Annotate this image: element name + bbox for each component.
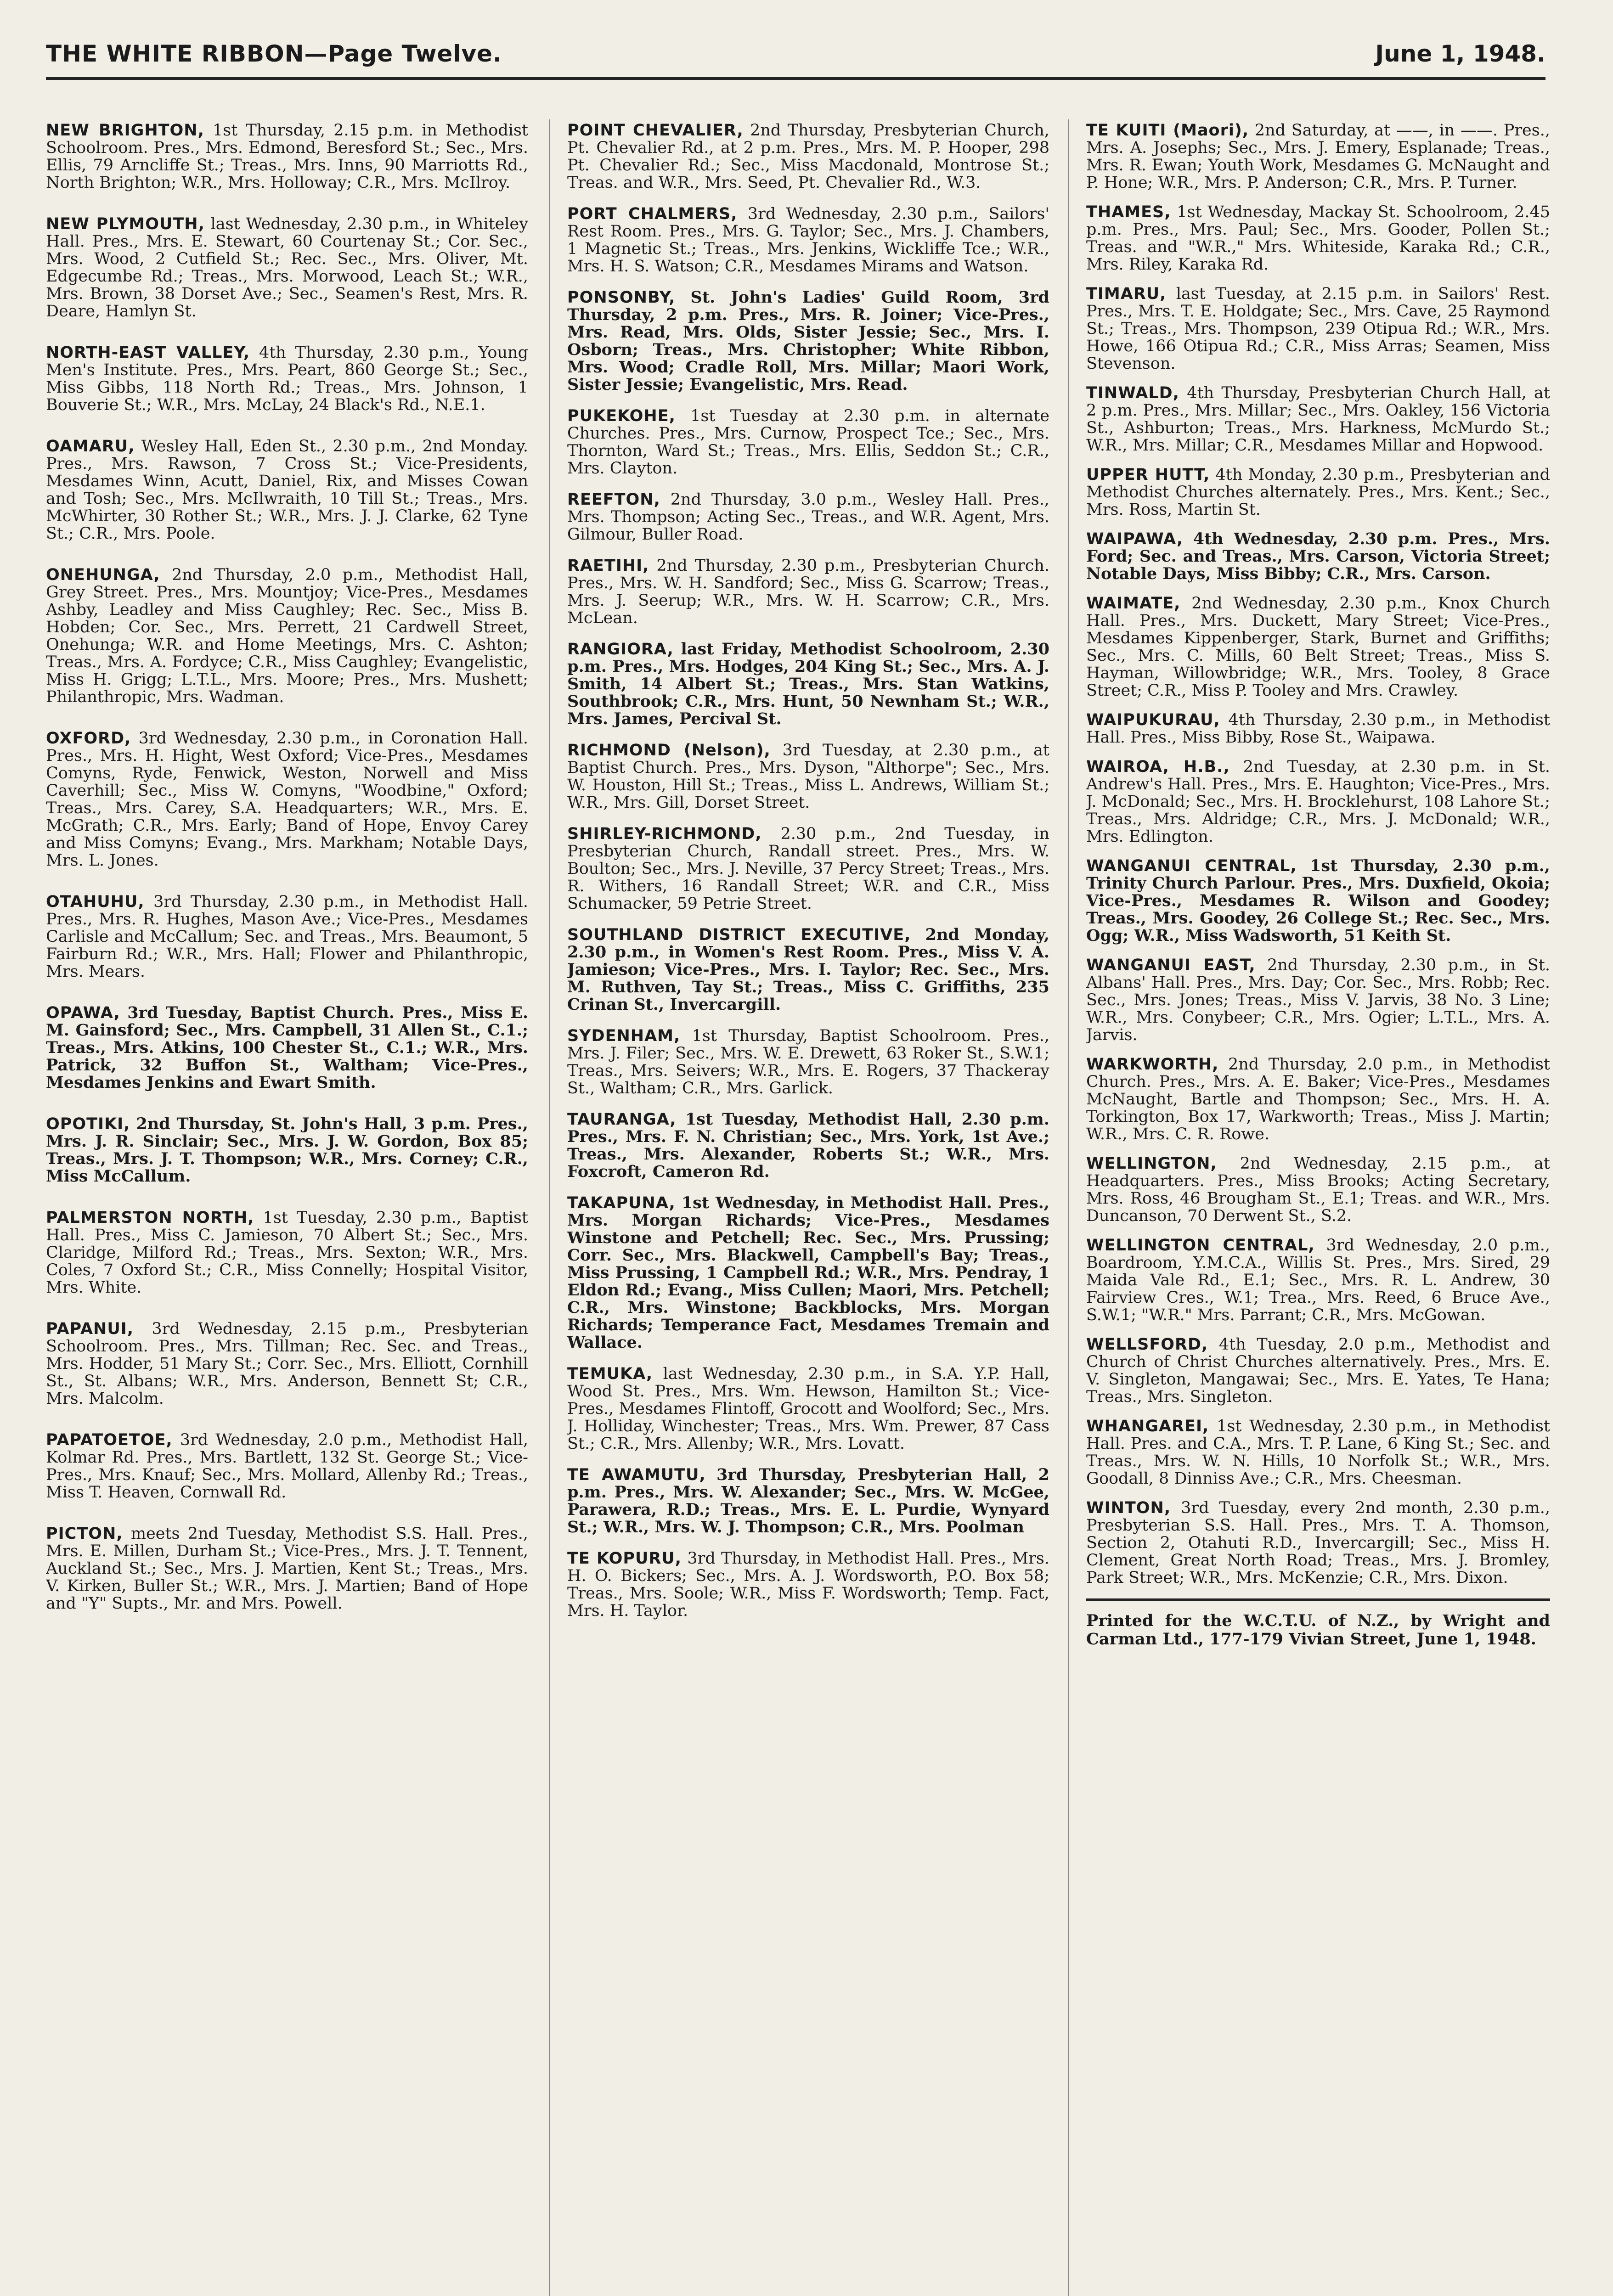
branch-entry [46,893,528,980]
branch-name: PALMERSTON NORTH, [46,1209,254,1227]
branch-details: last Wednesday, 2.30 p.m., in S.A. Y.P. Hall, Wood St. Pres., Mrs. Wm. Hewson, Hamilton St.; Vice-Pres., Mesdames Flintoff, Grocott and Woolford; Sec., Mrs. J. Holliday, Winchester; Treas., Mrs. Wm. Prewer, 87 Cass St.; C.R., Mrs. Allenby; W.R., Mrs. Lovatt. [567,1365,1049,1453]
branch-name: PAPANUI, [46,1320,134,1338]
branch-entry [1086,1237,1550,1324]
branch-name: RAETIHI, [567,557,649,575]
branch-details: 1st Thursday, 2.30 p.m., Trinity Church Parlour. Pres., Mrs. Duxfield, Okoia; Vice-Pres., Mesdames R. Wilson and Goodey; Treas., Mrs. Goodey, 26 College St.; Rec. Sec., Mrs. Ogg; W.R., Miss Wadsworth, 51 Keith St. [1086,856,1550,945]
branch-name: WANGANUI EAST, [1086,956,1256,974]
branch-details: 3rd Wednesday, 2.0 p.m., Boardroom, Y.M.C.A., Willis St. Pres., Mrs. Sired, 29 Maida Vale Rd., E.1; Sec., Mrs. R. L. Andrew, 30 Fairview Cres., W.1; Trea., Mrs. Reed, 6 Bruce Ave., S.W.1; "W.R." Mrs. Parrant; C.R., Mrs. McGowan. [1086,1236,1550,1324]
branch-name: NEW PLYMOUTH, [46,215,205,233]
branch-details: 3rd Thursday, Presbyterian Hall, 2 p.m. Pres., Mrs. W. Alexander; Sec., Mrs. W. McGee, Parawera, R.D.; Treas., Mrs. E. L. Purdie, Wynyard St.; W.R., Mrs. W. J. Thompson; C.R., Mrs. Poolman [567,1465,1049,1536]
branch-entry [1086,758,1550,845]
branch-entry [567,205,1049,275]
branch-entry [46,1209,528,1296]
branch-details: 2nd Thursday, 2.30 p.m., in St. Albans' Hall. Pres., Mrs. Day; Cor. Sec., Mrs. Robb; Rec. Sec., Mrs. Jones; Treas., Miss V. Jarvis, 38 No. 3 Line; W.R., Mrs. Conybeer; C.R., Mrs. Ogier; L.T.L., Mrs. A. Jarvis. [1086,956,1550,1044]
branch-name: WELLINGTON CENTRAL, [1086,1236,1315,1255]
branch-details: meets 2nd Tuesday, Methodist S.S. Hall. Pres., Mrs. E. Millen, Durham St.; Vice-Pres., Mrs. J. T. Tennent, Auckland St.; Sec., Mrs. J. Martien, Kent St.; Treas., Mrs. V. Kirken, Buller St.; W.R., Mrs. J. Martien; Band of Hope and "Y" Supts., Mr. and Mrs. Powell. [46,1525,528,1613]
branch-details: Wesley Hall, Eden St., 2.30 p.m., 2nd Monday. Pres., Mrs. Rawson, 7 Cross St.; Vice-Presidents, Mesdames Winn, Acutt, Daniel, Rix, and Misses Cowan and Tosh; Sec., Mrs. McIlwraith, 10 Till St.; Treas., Mrs. McWhirter, 30 Rother St.; W.R., Mrs. J. J. Clarke, 62 Tyne St.; C.R., Mrs. Poole. [46,437,528,543]
branch-details: last Friday, Methodist Schoolroom, 2.30 p.m. Pres., Mrs. Hodges, 204 King St.; Sec., Mrs. A. J. Smith, 14 Albert St.; Treas., Mrs. Stan Watkins, Southbrook; C.R., Mrs. Hunt, 50 Newnham St.; W.R., Mrs. James, Percival St. [567,640,1049,728]
branch-name: OXFORD, [46,729,131,748]
branch-name: SOUTHLAND DISTRICT EXECUTIVE, [567,926,911,944]
branch-name: PAPATOETOE, [46,1431,173,1449]
branch-entry [567,825,1049,912]
branch-name: TEMUKA, [567,1365,653,1383]
column-right [1086,122,1550,2296]
branch-name: OPOTIKI, [46,1115,130,1133]
branch-entry [1086,530,1550,583]
branch-entry [46,122,528,191]
branch-details: 3rd Tuesday, every 2nd month, 2.30 p.m., Presbyterian S.S. Hall. Pres., Mrs. T. A. Thomson, Section 2, Otahuti R.D., Invercargill; Sec., Miss H. Clement, Great North Road; Treas., Mrs. J. Bromley, Park Street; W.R., Mrs. McKenzie; C.R., Mrs. Dixon. [1086,1499,1550,1587]
branch-entry [1086,857,1550,945]
branch-entry [1086,1155,1550,1225]
branch-details: 1st Tuesday, 2.30 p.m., Baptist Hall. Pres., Miss C. Jamieson, 70 Albert St.; Sec., Mrs. Claridge, Milford Rd.; Treas., Mrs. Sexton; W.R., Mrs. Coles, 7 Oxford St.; C.R., Miss Connelly; Hospital Visitor, Mrs. White. [46,1209,528,1297]
footer-rule [1086,1598,1550,1649]
branch-name: TE KUITI (Maori), [1086,122,1249,140]
branch-name: ONEHUNGA, [46,566,160,584]
branch-name: RANGIORA, [567,640,674,658]
branch-details: 4th Wednesday, 2.30 p.m. Pres., Mrs. Ford; Sec. and Treas., Mrs. Carson, Victoria Street; Notable Days, Miss Bibby; C.R., Mrs. Carson. [1086,529,1550,583]
branch-entry [46,344,528,414]
column-divider [549,119,550,2296]
branch-details: St. John's Ladies' Guild Room, 3rd Thursday, 2 p.m. Pres., Mrs. R. Joiner; Vice-Pres., Mrs. Read, Mrs. Olds, Sister Jessie; Sec., Mrs. I. Osborn; Treas., Mrs. Christopher; White Ribbon, Mrs. Wood; Cradle Roll, Mrs. Millar; Maori Work, Sister Jessie; Evangelistic, Mrs. Read. [567,288,1049,394]
branch-name: PUKEKOHE, [567,407,676,425]
branch-name: WANGANUI CENTRAL, [1086,857,1297,875]
branch-name: TE KOPURU, [567,1549,682,1568]
branch-details: 3rd Tuesday, at 2.30 p.m., at Baptist Church. Pres., Mrs. Dyson, "Althorpe"; Sec., Mrs. W. Houston, Hill St.; Treas., Miss L. Andrews, William St.; W.R., Mrs. Gill, Dorset Street. [567,741,1049,812]
branch-details: 2nd Monday, 2.30 p.m., in Women's Rest Room. Pres., Miss V. A. Jamieson; Vice-Pres., Mrs. I. Taylor; Rec. Sec., Mrs. M. Ruthven, Tay St.; Treas., Miss C. Griffiths, 235 Crinan St., Invercargill. [567,925,1049,1014]
branch-entry [567,926,1049,1013]
branch-name: WAIPUKURAU, [1086,711,1220,729]
branch-entry [1086,1336,1550,1406]
branch-entry [1086,595,1550,699]
branch-entry [46,1004,528,1092]
branch-name: TE AWAMUTU, [567,1466,706,1484]
branch-name: POINT CHEVALIER, [567,122,744,140]
branch-entry [567,1550,1049,1620]
column-right-entries [1086,122,1550,1587]
branch-entry [1086,1056,1550,1143]
page-title: THE WHITE RIBBON—Page Twelve. [46,40,502,67]
branch-details: 2nd Wednesday, 2.30 p.m., Knox Church Hall. Pres., Mrs. Duckett, Mary Street; Vice-Pres., Mesdames Kippenberger, Stark, Burnet and Griffiths; Sec., Mrs. C. Mills, 60 Belt Street; Treas., Miss S. Hayman, Willowbridge; W.R., Mrs. Tooley, 8 Grace Street; C.R., Miss P. Tooley and Mrs. Crawley. [1086,594,1550,700]
branch-name: WELLINGTON, [1086,1154,1217,1173]
branch-details: 4th Monday, 2.30 p.m., Presbyterian and Methodist Churches alternately. Pres., Mrs. Kent.; Sec., Mrs. Ross, Martin St. [1086,466,1550,519]
branch-name: TIMARU, [1086,285,1167,303]
branch-details: 4th Thursday, Presbyterian Church Hall, at 2 p.m. Pres., Mrs. Millar; Sec., Mrs. Oakley, 156 Victoria St., Ashburton; Treas., Mrs. Harkness, McMurdo St.; W.R., Mrs. Millar; C.R., Mesdames Millar and Hopwood. [1086,384,1550,455]
branch-entry [46,438,528,542]
branch-name: OPAWA, [46,1004,120,1022]
branch-name: PORT CHALMERS, [567,205,738,223]
branch-entry [46,1431,528,1501]
branch-entry [46,730,528,869]
branch-name: TINWALD, [1086,384,1179,402]
branch-entry [567,742,1049,811]
column-divider [1068,119,1069,2296]
branch-entry [46,1525,528,1612]
branch-name: NEW BRIGHTON, [46,122,204,140]
branch-name: WAIMATE, [1086,594,1181,613]
branch-name: PONSONBY, [567,288,676,307]
branch-entry [1086,466,1550,518]
branch-name: RICHMOND (Nelson), [567,741,771,760]
branch-name: WELLSFORD, [1086,1335,1208,1354]
branch-name: REEFTON, [567,490,660,509]
branch-name: PICTON, [46,1525,123,1543]
branch-entry [46,215,528,320]
branch-details: 1st Wednesday, Mackay St. Schoolroom, 2.45 p.m. Pres., Mrs. Paul; Sec., Mrs. Gooder, Pollen St.; Treas. and "W.R.," Mrs. Whiteside, Karaka Rd.; C.R., Mrs. Riley, Karaka Rd. [1086,203,1550,274]
branch-entry [1086,1418,1550,1487]
branch-details: 3rd Thursday, in Methodist Hall. Pres., Mrs. H. O. Bickers; Sec., Mrs. A. J. Wordsworth, P.O. Box 58; Treas., Mrs. Soole; W.R., Miss F. Wordsworth; Temp. Fact, Mrs. H. Taylor. [567,1549,1049,1620]
page-date: June 1, 1948. [1375,40,1545,67]
branch-details: 2.30 p.m., 2nd Tuesday, in Presbyterian Church, Randall street. Pres., Mrs. W. Boulton; Sec., Mrs. J. Neville, 37 Percy Street; Treas., Mrs. R. Withers, 16 Randall Street; W.R. and C.R., Miss Schumacker, 59 Petrie Street. [567,825,1049,913]
branch-details: 3rd Thursday, 2.30 p.m., in Methodist Hall. Pres., Mrs. R. Hughes, Mason Ave.; Vice-Pres., Mesdames Carlisle and McCallum; Sec. and Treas., Mrs. Beaumont, 5 Fairburn Rd.; W.R., Mrs. Hall; Flower and Philanthropic, Mrs. Mears. [46,893,528,981]
branch-details: 1st Tuesday at 2.30 p.m. in alternate Churches. Pres., Mrs. Curnow, Prospect Tce.; Sec., Mrs. Thornton, Ward St.; Treas., Mrs. Ellis, Seddon St.; C.R., Mrs. Clayton. [567,407,1049,478]
branch-entry [567,122,1049,191]
branch-details: 2nd Thursday, St. John's Hall, 3 p.m. Pres., Mrs. J. R. Sinclair; Sec., Mrs. J. W. Gordon, Box 85; Treas., Mrs. J. T. Thompson; W.R., Mrs. Corney; C.R., Miss McCallum. [46,1114,528,1186]
branch-name: THAMES, [1086,203,1171,221]
branch-name: OTAHUHU, [46,893,145,911]
page-header [46,36,1545,80]
branch-details: 1st Thursday, Baptist Schoolroom. Pres., Mrs. J. Filer; Sec., Mrs. W. E. Drewett, 63 Roker St., S.W.1; Treas., Mrs. Seivers; W.R., Mrs. E. Rogers, 37 Thackeray St., Waltham; C.R., Mrs. Garlick. [567,1027,1049,1097]
branch-details: 3rd Wednesday, 2.30 p.m., Sailors' Rest Room. Pres., Mrs. G. Taylor; Sec., Mrs. J. Chambers, 1 Magnetic St.; Treas., Mrs. Jenkins, Wickliffe Tce.; W.R., Mrs. H. S. Watson; C.R., Mesdames Mirams and Watson. [567,205,1049,276]
branch-entry [567,491,1049,543]
branch-name: WAIROA, H.B., [1086,758,1230,776]
branch-entry [567,289,1049,394]
branch-details: 2nd Thursday, 2.30 p.m., Presbyterian Church. Pres., Mrs. W. H. Sandford; Sec., Miss G. Scarrow; Treas., Mrs. J. Seerup; W.R., Mrs. W. H. Scarrow; C.R., Mrs. McLean. [567,557,1049,627]
branch-entry [1086,384,1550,454]
branch-details: 2nd Thursday, 3.0 p.m., Wesley Hall. Pres., Mrs. Thompson; Acting Sec., Treas., and W.R. Agent, Mrs. Gilmour, Buller Road. [567,490,1049,544]
branch-name: SHIRLEY-RICHMOND, [567,825,762,843]
branch-details: 1st Tuesday, Methodist Hall, 2.30 p.m. Pres., Mrs. F. N. Christian; Sec., Mrs. York, 1st Ave.; Treas., Mrs. Alexander, Roberts St.; W.R., Mrs. Foxcroft, Cameron Rd. [567,1110,1049,1181]
branch-details: 4th Thursday, 2.30 p.m., in Methodist Hall. Pres., Miss Bibby, Rose St., Waipawa. [1086,711,1550,747]
branch-details: 2nd Thursday, 2.0 p.m., Methodist Hall, Grey Street. Pres., Mrs. Mountjoy; Vice-Pres., Mesdames Ashby, Leadley and Miss Caughley; Rec. Sec., Miss B. Hobden; Cor. Sec., Mrs. Perrett, 21 Cardwell Street, Onehunga; W.R. and Home Meetings, Mrs. C. Ashton; Treas., Mrs. A. Fordyce; C.R., Miss Caughley; Evangelistic, Miss H. Grigg; L.T.L., Mrs. Moore; Pres., Mrs. Mushett; Philanthropic, Mrs. Wadman. [46,566,528,706]
branch-name: UPPER HUTT, [1086,466,1210,484]
branch-details: 2nd Tuesday, at 2.30 p.m. in St. Andrew's Hall. Pres., Mrs. E. Haughton; Vice-Pres., Mrs. J. McDonald; Sec., Mrs. H. Brocklehurst, 108 Lahore St.; Treas., Mrs. Aldridge; C.R., Mrs. J. McDonald; W.R., Mrs. Edlington. [1086,758,1550,846]
printer-imprint: Printed for the W.C.T.U. of N.Z., by Wright and Carman Ltd., 177-179 Vivian Street, June 1, 1948. [1086,1611,1550,1649]
branch-entry [567,407,1049,477]
branch-details: 2nd Thursday, Presbyterian Church, Pt. Chevalier Rd., at 2 p.m. Pres., Mrs. M. P. Hooper, 298 Pt. Chevalier Rd.; Sec., Miss Macdonald, Montrose St.; Treas. and W.R., Mrs. Seed, Pt. Chevalier Rd., W.3. [567,122,1049,192]
branch-details: last Wednesday, 2.30 p.m., in Whiteley Hall. Pres., Mrs. E. Stewart, 60 Courtenay St.; Cor. Sec., Mrs. Wood, 2 Cutfield St.; Rec. Sec., Mrs. Oliver, Mt. Edgecumbe Rd.; Treas., Mrs. Morwood, Leach St.; W.R., Mrs. Brown, 38 Dorset Ave.; Sec., Seamen's Rest, Mrs. R. Deare, Hamlyn St. [46,215,528,321]
branch-entry [567,1466,1049,1536]
branch-details: 2nd Saturday, at ——, in ——. Pres., Mrs. A. Josephs; Sec., Mrs. J. Emery, Esplanade; Treas., Mrs. R. Ewan; Youth Work, Mesdames G. McNaught and P. Hone; W.R., Mrs. P. Anderson; C.R., Mrs. P. Turner. [1086,122,1550,192]
branch-details: 1st Thursday, 2.15 p.m. in Methodist Schoolroom. Pres., Mrs. Edmond, Beresford St.; Sec., Mrs. Ellis, 79 Arncliffe St.; Treas., Mrs. Inns, 90 Marriotts Rd., North Brighton; W.R., Mrs. Holloway; C.R., Mrs. McIlroy. [46,122,528,192]
branch-entry [1086,957,1550,1044]
column-left [46,122,528,2296]
branch-name: WARKWORTH, [1086,1055,1219,1074]
branch-entry [1086,1499,1550,1587]
branch-details: 3rd Wednesday, 2.15 p.m., Presbyterian Schoolroom. Pres., Mrs. Tillman; Rec. Sec. and Treas., Mrs. Hodder, 51 Mary St.; Corr. Sec., Mrs. Elliott, Cornhill St., St. Albans; W.R., Mrs. Anderson, Bennett St; C.R., Mrs. Malcolm. [46,1320,528,1408]
column-middle [567,122,1049,2296]
branch-details: 1st Wednesday, 2.30 p.m., in Methodist Hall. Pres. and C.A., Mrs. T. P. Lane, 6 King St.; Sec. and Treas., Mrs. W. N. Hills, 10 Norfolk St.; W.R., Mrs. Goodall, 8 Dinniss Ave.; C.R., Mrs. Cheesman. [1086,1417,1550,1488]
branch-name: WINTON, [1086,1499,1171,1517]
branch-details: 3rd Wednesday, 2.30 p.m., in Coronation Hall. Pres., Mrs. H. Hight, West Oxford; Vice-Pres., Mesdames Comyns, Ryde, Fenwick, Weston, Norwell and Miss Caverhill; Sec., Miss W. Comyns, "Woodbine," Oxford; Treas., Mrs. Carey, S.A. Headquarters; W.R., Mrs. E. McGrath; C.R., Mrs. Early; Band of Hope, Envoy Carey and Miss Comyns; Evang., Mrs. Markham; Notable Days, Mrs. L. Jones. [46,729,528,870]
branch-details: 3rd Wednesday, 2.0 p.m., Methodist Hall, Kolmar Rd. Pres., Mrs. Bartlett, 132 St. George St.; Vice-Pres., Mrs. Knauf; Sec., Mrs. Mollard, Allenby Rd.; Treas., Miss T. Heaven, Cornwall Rd. [46,1431,528,1502]
branch-entry [567,641,1049,728]
branch-entry [567,557,1049,627]
branch-entry [1086,711,1550,746]
branch-details: 2nd Thursday, 2.0 p.m., in Methodist Church. Pres., Mrs. A. E. Baker; Vice-Pres., Mesdames McNaught, Bartle and Thompson; Sec., Mrs. H. A. Torkington, Box 17, Warkworth; Treas., Miss J. Martin; W.R., Mrs. C. R. Rowe. [1086,1055,1550,1143]
branch-entry [46,1115,528,1185]
branch-entry [46,1320,528,1407]
branch-name: OAMARU, [46,437,135,456]
branch-name: WHANGAREI, [1086,1417,1209,1435]
branch-name: TAKAPUNA, [567,1194,676,1212]
branch-entry [1086,122,1550,191]
branch-entry [1086,285,1550,372]
branch-entry [567,1111,1049,1181]
branch-name: NORTH-EAST VALLEY, [46,343,250,362]
branch-details: 1st Wednesday, in Methodist Hall. Pres., Mrs. Morgan Richards; Vice-Pres., Mesdames Winstone and Petchell; Rec. Sec., Mrs. Prussing; Corr. Sec., Mrs. Blackwell, Campbell's Bay; Treas., Miss Prussing, 1 Campbell Rd.; W.R., Mrs. Pendray, 1 Eldon Rd.; Evang., Miss Cullen; Maori, Mrs. Petchell; C.R., Mrs. Winstone; Backblocks, Mrs. Morgan Richards; Temperance Fact, Mesdames Tremain and Wallace. [567,1193,1049,1352]
branch-details: 2nd Wednesday, 2.15 p.m., at Headquarters. Pres., Miss Brooks; Acting Secretary, Mrs. Ross, 46 Brougham St., E.1; Treas. and W.R., Mrs. Duncanson, 70 Derwent St., S.2. [1086,1154,1550,1225]
branch-name: SYDENHAM, [567,1027,681,1045]
branch-entry [1086,203,1550,273]
branch-name: TAURANGA, [567,1110,677,1129]
branch-details: 4th Tuesday, 2.0 p.m., Methodist and Church of Christ Churches alternatively. Pres., Mrs. E. V. Singleton, Mangawai; Sec., Mrs. E. Yates, Te Hana; Treas., Mrs. Singleton. [1086,1335,1550,1406]
branch-details: last Tuesday, at 2.15 p.m. in Sailors' Rest. Pres., Mrs. T. E. Holdgate; Sec., Mrs. Cave, 25 Raymond St.; Treas., Mrs. Thompson, 239 Otipua Rd.; W.R., Mrs. Howe, 166 Otipua Rd.; C.R., Miss Arras; Seamen, Miss Stevenson. [1086,285,1550,373]
branch-entry [567,1194,1049,1351]
branch-name: WAIPAWA, [1086,530,1184,548]
branch-entry [567,1365,1049,1452]
branch-details: 4th Thursday, 2.30 p.m., Young Men's Institute. Pres., Mrs. Peart, 860 George St.; Sec., Miss Gibbs, 118 North Rd.; Treas., Mrs. Johnson, 1 Bouverie St.; W.R., Mrs. McLay, 24 Black's Rd., N.E.1. [46,343,528,414]
branch-entry [46,566,528,706]
branch-details: 3rd Tuesday, Baptist Church. Pres., Miss E. M. Gainsford; Sec., Mrs. Campbell, 31 Allen St., C.1.; Treas., Mrs. Atkins, 100 Chester St., C.1.; W.R., Mrs. Patrick, 32 Buffon St., Waltham; Vice-Pres., Mesdames Jenkins and Ewart Smith. [46,1003,528,1092]
branch-entry [567,1027,1049,1097]
